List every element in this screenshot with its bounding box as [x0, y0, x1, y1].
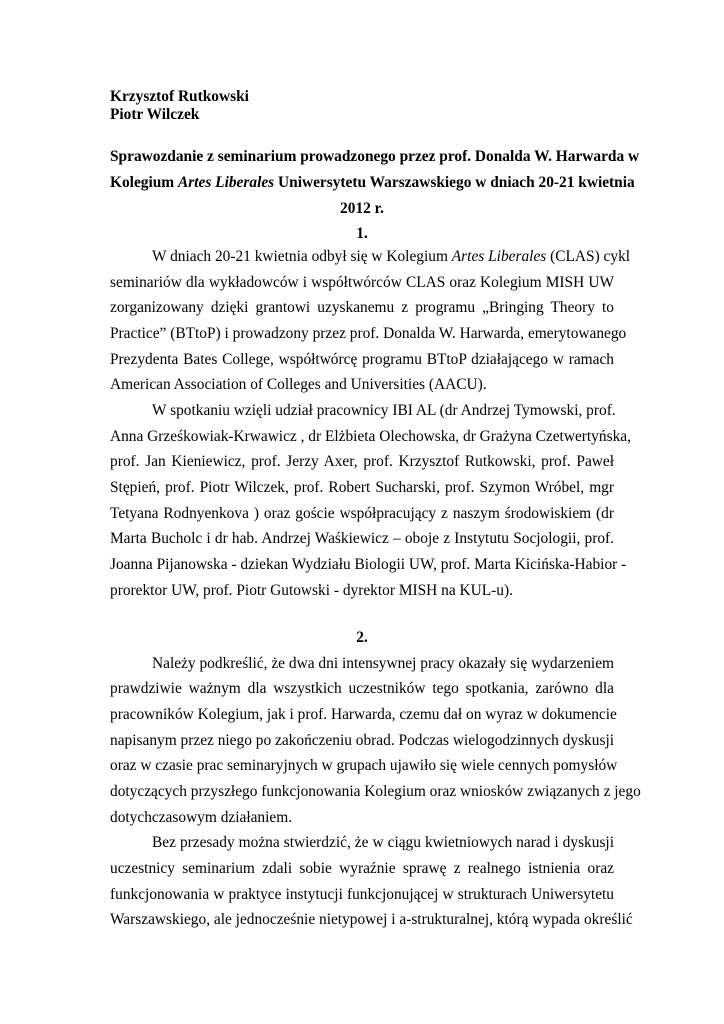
line-text: Stępień, prof. Piotr Wilczek, prof. Robert Sucharski, prof. Szymon Wróbel, mgr [110, 479, 614, 496]
line-text: zorganizowany dzięki grantowi uzyskanemu z programu „Bringing Theory to [110, 299, 614, 316]
paragraph-line [110, 783, 641, 801]
paragraph-line [110, 479, 614, 497]
paragraph-line [110, 757, 618, 775]
paragraph-first-line [152, 248, 631, 266]
line-text: Prezydenta Bates College, współtwórcę programu BTtoP działającego w ramach [110, 351, 614, 368]
line-text: American Association of Colleges and Universities (AACU). [110, 376, 487, 393]
paragraph-line [110, 732, 614, 750]
paragraph-line [110, 505, 614, 523]
line-text: Practice” (BTtoP) i prowadzony przez prof. Donalda W. Harwarda, emerytowanego [110, 325, 627, 342]
title-line-2 [110, 174, 635, 192]
paragraph-line [110, 556, 627, 574]
paragraph-line [110, 325, 627, 343]
author-name: Piotr Wilczek [110, 106, 200, 123]
line-text: funkcjonowania w praktyce instytucji funkcjonującej w strukturach Uniwersytetu [110, 886, 614, 903]
line-text: pracowników Kolegium, jak i prof. Harwarda, czemu dał on wyraz w dokumencie [110, 706, 617, 723]
line-text: Tetyana Rodnyenkova ) oraz goście współpracujący z naszym środowiskiem (dr [110, 505, 614, 522]
paragraph-line [110, 351, 614, 369]
text-span: (CLAS) cykl [546, 248, 631, 265]
title-line-3: 2012 r. [340, 200, 384, 217]
line-text: uczestnicy seminarium zdali sobie wyraźnie sprawę z realnego istnienia oraz [110, 860, 614, 877]
section-number: 2. [356, 629, 368, 646]
line-text: oraz w czasie prac seminaryjnych w grupach ujawiło się wiele cennych pomysłów [110, 757, 618, 774]
line-text: dotyczących przyszłego funkcjonowania Kolegium oraz wniosków związanych z jego [110, 783, 641, 800]
paragraph-line [152, 834, 614, 852]
paragraph-line [152, 402, 614, 420]
paragraph-line [152, 655, 614, 673]
paragraph-line [110, 860, 614, 878]
paragraph-line [110, 274, 614, 292]
paragraph-line [110, 376, 614, 394]
line-text: Należy podkreślić, że dwa dni intensywnej pracy okazały się wydarzeniem [152, 655, 614, 672]
line-text: prawdziwie ważnym dla wszystkich uczestników tego spotkania, zarówno dla [110, 680, 614, 697]
line-text: prof. Jan Kieniewicz, prof. Jerzy Axer, prof. Krzysztof Rutkowski, prof. Paweł [110, 453, 614, 470]
paragraph-line [110, 453, 614, 471]
line-text: prorektor UW, prof. Piotr Gutowski - dyrektor MISH na KUL-u). [110, 582, 513, 599]
paragraph-line [110, 680, 614, 698]
section-number: 1. [356, 225, 368, 242]
paragraph-line [110, 530, 614, 548]
line-text: W spotkaniu wzięli udział pracownicy IBI AL (dr Andrzej Tymowski, prof. [152, 402, 616, 419]
paragraph-line [110, 299, 614, 317]
line-text: seminariów dla wykładowców i współtwórców CLAS oraz Kolegium MISH UW [110, 274, 614, 291]
line-text: Bez przesady można stwierdzić, że w ciągu kwietniowych narad i dyskusji [152, 834, 614, 851]
author-name: Krzysztof Rutkowski [110, 88, 249, 105]
title-italic: Artes Liberales [177, 174, 275, 191]
paragraph-line [110, 911, 633, 929]
title-line-1: Sprawozdanie z seminarium prowadzonego przez prof. Donalda W. Harwarda w [110, 148, 640, 165]
line-text: Joanna Pijanowska - dziekan Wydziału Biologii UW, prof. Marta Kicińska-Habior - [110, 556, 627, 573]
paragraph-line [110, 706, 617, 724]
line-text: Anna Grześkowiak-Krwawicz , dr Elżbieta Olechowska, dr Grażyna Czetwertyńska, [110, 428, 631, 445]
line-text: Warszawskiego, ale jednocześnie nietypowej i a-strukturalnej, którą wypada określić [110, 911, 633, 928]
paragraph-line [110, 582, 614, 600]
line-text: Marta Bucholc i dr hab. Andrzej Waśkiewicz – oboje z Instytutu Socjologii, prof. [110, 530, 614, 547]
paragraph-line [152, 248, 631, 266]
paragraph-line [110, 886, 614, 904]
title-text: Kolegium [110, 174, 178, 191]
italic-span: Artes Liberales [451, 248, 547, 265]
line-text: napisanym przez niego po zakończeniu obrad. Podczas wielogodzinnych dyskusji [110, 732, 614, 749]
title-text: Uniwersytetu Warszawskiego w dniach 20-21 kwietnia [274, 174, 635, 191]
paragraph-line [110, 428, 631, 446]
paragraph-line [110, 809, 614, 827]
text-span: W dniach 20-21 kwietnia odbył się w Kolegium [152, 248, 452, 265]
title-line [110, 148, 640, 166]
line-text: dotychczasowym działaniem. [110, 809, 293, 826]
